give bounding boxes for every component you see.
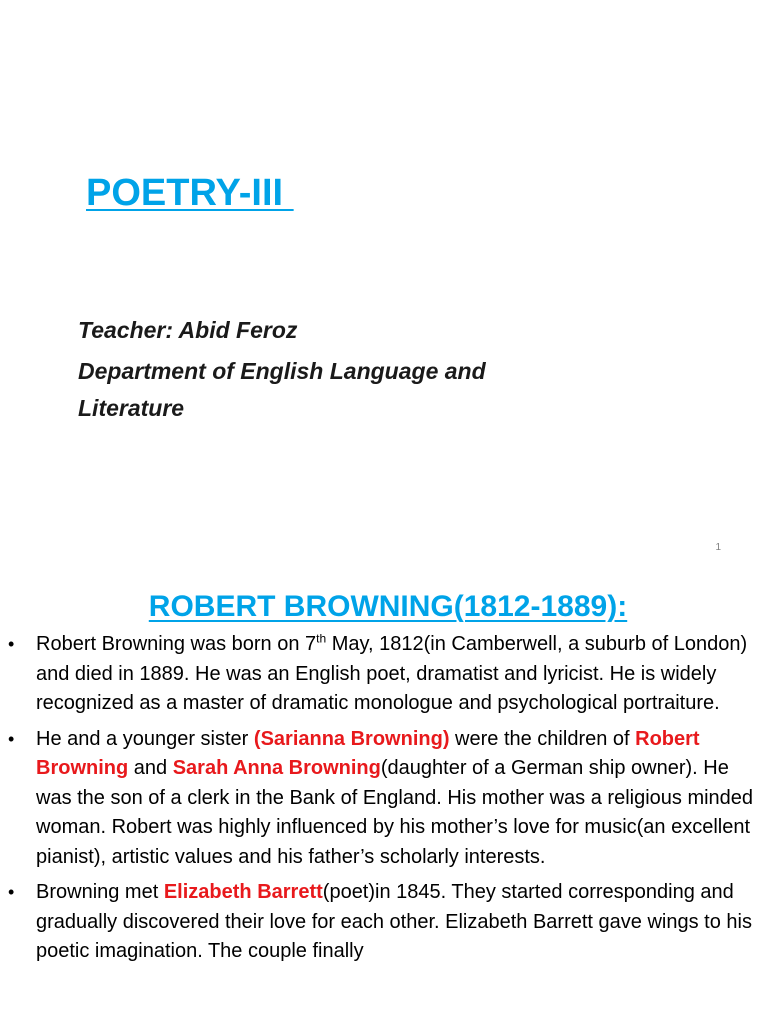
section-title: ROBERT BROWNING(1812-1889):: [148, 590, 628, 623]
bullet-text: (poet)in 1845. They started corresponding and gradually discovered their love for each other. Elizabeth Barrett gave wings to his poetic imagination. The couple finally: [36, 881, 752, 962]
bullet-text: He and a younger sister: [36, 727, 254, 750]
bullet-icon: •: [8, 728, 15, 749]
content-slide: [0, 576, 768, 1024]
bullet-text: May, 1812(in Camberwell, a suburb of London) and died in 1889. He was an English poet, dramatist and lyricist. He is widely recognized as a master of dramatic monologue and psychological portraiture.: [36, 633, 748, 714]
highlighted-name: (Sarianna Browning): [253, 727, 450, 750]
highlighted-name: Robert Browning: [36, 727, 700, 779]
bullet-text: Robert Browning was born on 7: [36, 633, 317, 655]
ordinal-suffix: th: [316, 631, 327, 646]
bullet-icon: •: [8, 882, 15, 902]
highlighted-name: Elizabeth Barrett: [163, 881, 323, 903]
bullet-text: Browning met: [36, 881, 164, 903]
bullet-text: and: [128, 757, 173, 779]
bullet-item: [0, 725, 768, 873]
course-title: POETRY-III: [86, 172, 294, 214]
bullet-icon: •: [8, 634, 15, 654]
page-number: 1: [715, 542, 721, 553]
highlighted-name: Sarah Anna Browning: [172, 757, 381, 779]
bullet-list: [0, 630, 768, 973]
bullet-item: [0, 630, 768, 719]
teacher-name: Teacher: Abid Feroz: [78, 317, 298, 343]
bullet-item: [0, 878, 768, 967]
bullet-text: (daughter of a German ship owner). He was the son of a clerk in the Bank of England. His mother was a religious minded woman. Robert was highly influenced by his mother’s love for music(an excellent pianist), artistic values and his father’s scholarly interests.: [36, 757, 754, 868]
bullet-text: were the children of: [449, 727, 636, 750]
department-name: Department of English Language and Literature: [78, 358, 486, 421]
